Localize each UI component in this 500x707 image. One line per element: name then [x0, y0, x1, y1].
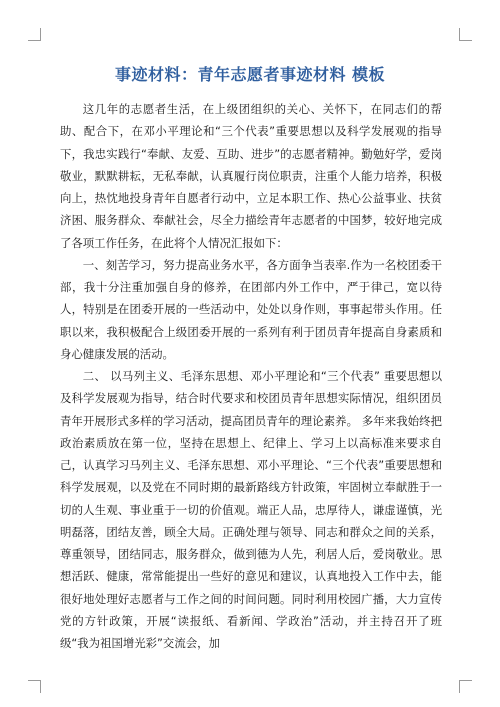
paragraph-section-1: 一、刻苦学习，努力提高业务水平，各方面争当表率.作为一名校团委干部，我十分注重加强自身的修养，在团部内外工作中，严于律己，宽以待人，特别是在团委开展的一些活动中，处处以身作则，事事起带头作用。任职以来，我积极配合上级团委开展的一系列有利于团员青年提高自身素质和身心健康发展的活动。: [60, 257, 442, 361]
crop-mark-top-left: [28, 28, 41, 41]
document-body: [60, 98, 442, 654]
crop-mark-bottom-right: [459, 680, 472, 693]
paragraph-section-2: 二、 以马列主义、毛泽东思想、邓小平理论和“三个代表” 重要思想以及科学发展观为指导，结合时代要求和校团员青年思想实际情况，组织团员青年开展形式多样的学习活动，提高团员青年的理论素养。 多年来我始终把政治素质放在第一位，坚持在思想上、纪律上、学习上以高标准来要求自己，认真学习马列主义、毛泽东思想、邓小平理论、“三个代表”重要思想和科学发展观，以及党在不同时期的最新路线方针政策，牢固树立奉献胜于一切的人生观、事业重于一切的价值观。端正人品，忠厚待人，谦虚谨慎，光明磊落，团结友善，顾全大局。正确处理与领导、同志和群众之间的关系，尊重领导，团结同志，服务群众，做到德为人先，利居人后，爱岗敬业。思想活跃、健康，常常能提出一些好的意见和建议，认真地投入工作中去，能很好地处理好志愿者与工作之间的时间问题。同时利用校园广播，大力宣传党的方针政策，开展“读报纸、看新闻、学政治”活动，并主持召开了班级“我为祖国增光彩”交流会，加: [60, 369, 442, 650]
paragraph-intro: 这几年的志愿者生活，在上级团组织的关心、关怀下，在同志们的帮助、配合下，在邓小平理论和“三个代表”重要思想以及科学发展观的指导下，我忠实践行“奉献、友爱、互助、进步”的志愿者精神。勤勉好学，爱岗敬业，默默耕耘，无私奉献，认真履行岗位职责，注重个人能力培养，积极向上，热忱地投身青年自愿者行动中，立足本职工作、热心公益事业、扶贫济困、服务群众、奉献社会，尽全力描绘青年志愿者的中国梦，较好地完成了各项工作任务，在此将个人情况汇报如下：: [60, 102, 442, 250]
crop-mark-bottom-left: [28, 680, 41, 693]
document-title: 事迹材料：青年志愿者事迹材料 模板: [114, 65, 386, 84]
crop-mark-top-right: [459, 28, 472, 41]
